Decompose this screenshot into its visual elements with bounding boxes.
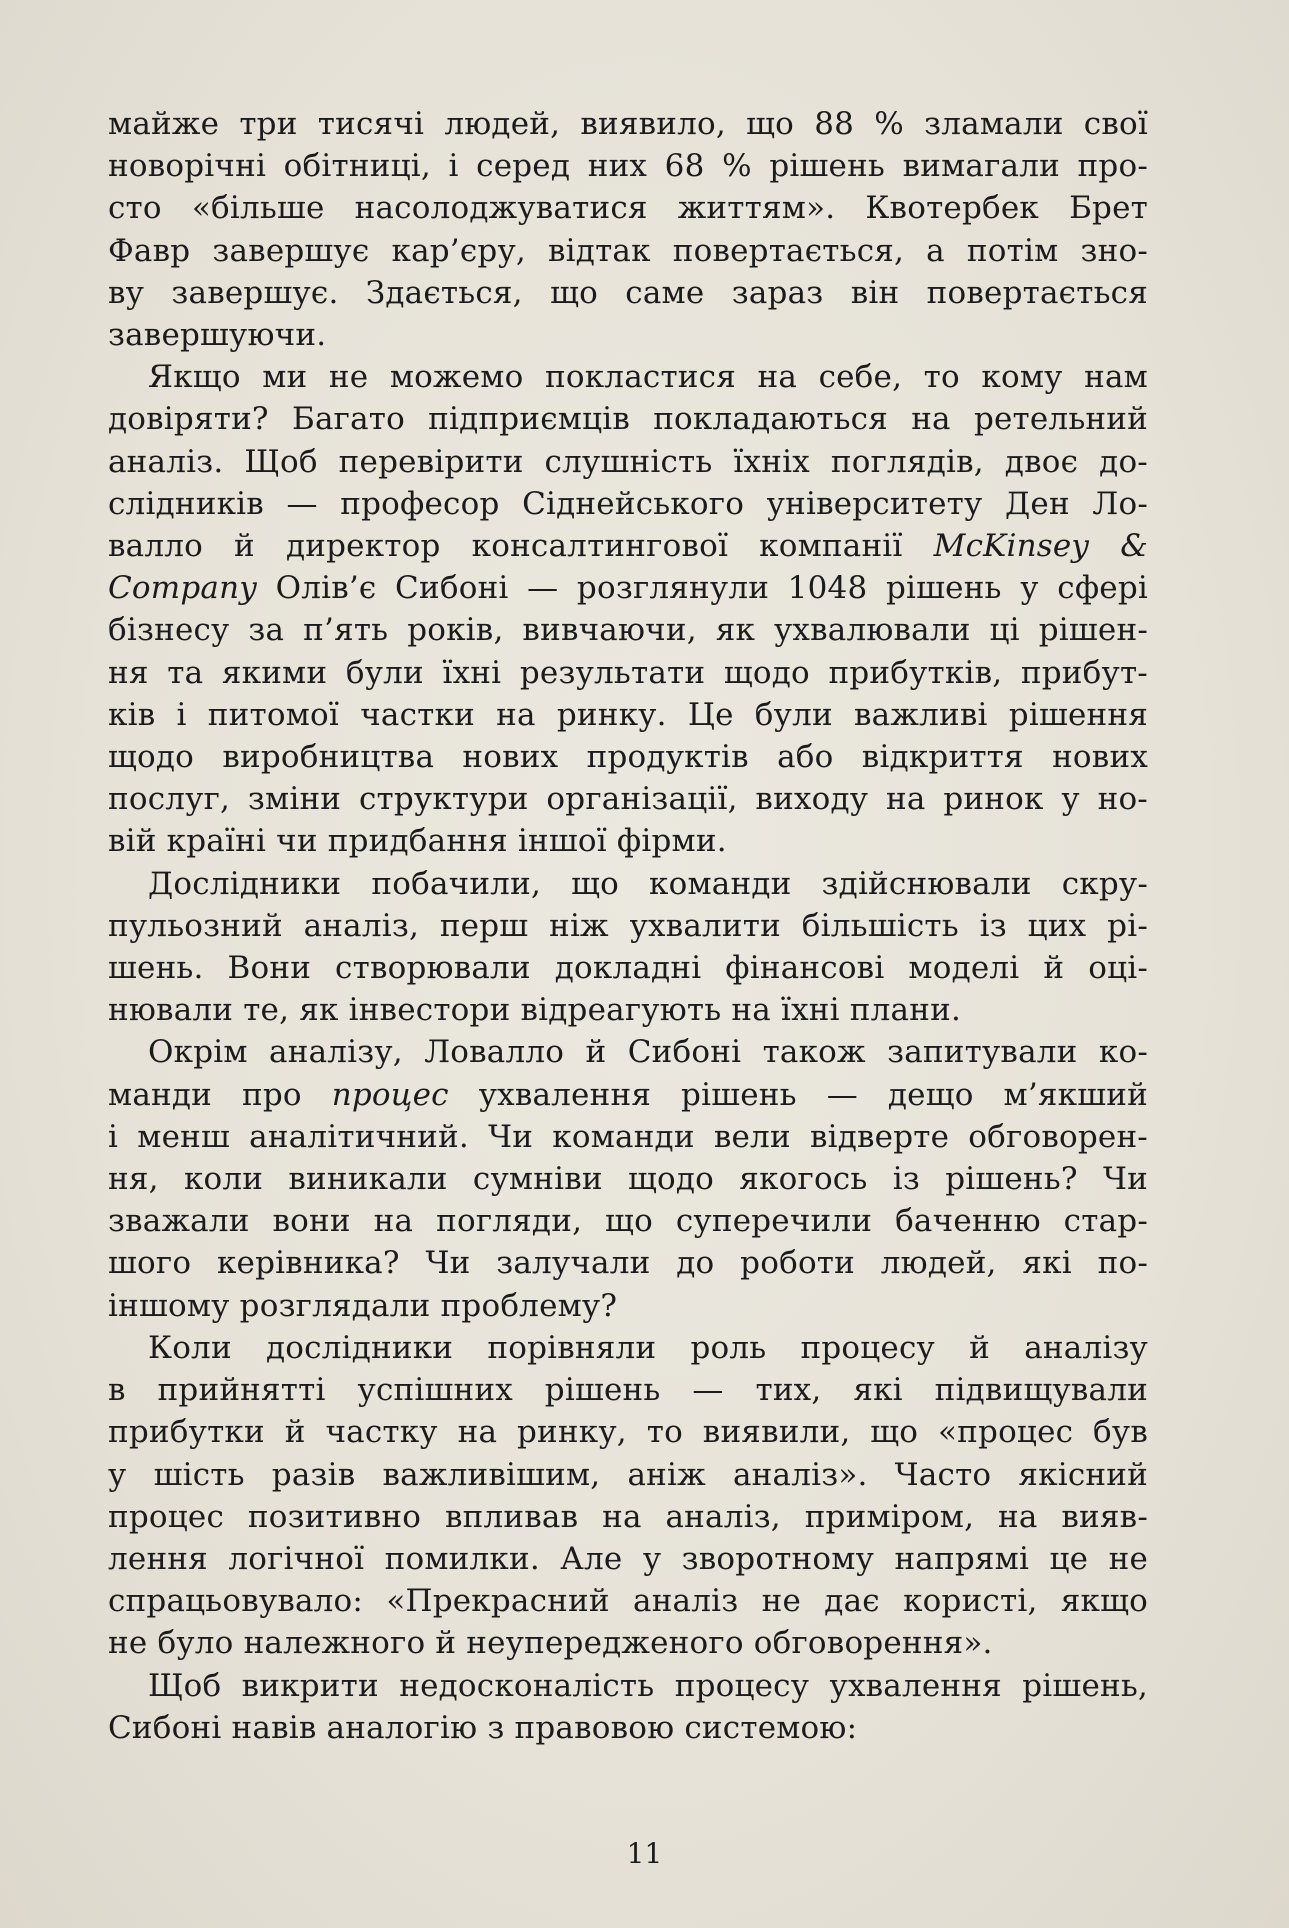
text-line: ня та якими були їхні результати щодо прибутків, прибут- bbox=[108, 654, 1148, 691]
text-line: прибутки й частку на ринку, то виявили, що «процес був bbox=[108, 1414, 1148, 1451]
paragraph-5 bbox=[108, 1327, 1148, 1665]
text-line: слідників — професор Сіднейського університету Ден Ло- bbox=[108, 485, 1148, 522]
italic-term: Company bbox=[108, 570, 257, 607]
text-line: Щоб викрити недосконалість процесу ухвалення рішень, bbox=[148, 1667, 1148, 1704]
text-line: аналіз. Щоб перевірити слушність їхніх поглядів, двоє до- bbox=[108, 443, 1148, 480]
text-line: в прийнятті успішних рішень — тих, які підвищували bbox=[108, 1372, 1148, 1409]
italic-term: McKinsey & bbox=[933, 528, 1149, 565]
text-line: шого керівника? Чи залучали до роботи людей, які по- bbox=[108, 1245, 1148, 1282]
text-line: майже три тисячі людей, виявило, що 88 % зламали свої bbox=[108, 106, 1148, 142]
page-number: 11 bbox=[626, 1837, 663, 1870]
text-line-with-italic: валло й директор консалтингової компанії McKinsey & bbox=[108, 528, 1149, 565]
text-line: сто «більше насолоджуватися життям». Квотербек Брет bbox=[108, 190, 1148, 227]
text-line: іншому розглядали проблему? bbox=[108, 1287, 618, 1324]
text-line: і менш аналітичний. Чи команди вели відверте обговорен- bbox=[108, 1118, 1148, 1155]
body-text bbox=[108, 103, 1148, 1749]
text-line: спрацьовувало: «Прекрасний аналіз не дає користі, якщо bbox=[108, 1583, 1148, 1620]
paragraph-3 bbox=[108, 863, 1148, 1032]
text-line: ву завершує. Здається, що саме зараз він повертається bbox=[108, 274, 1148, 311]
paragraph-6 bbox=[108, 1665, 1148, 1749]
text-line: завершуючи. bbox=[108, 317, 327, 354]
text-line-with-italic: Company Олів’є Сибоні — розглянули 1048 рішень у сфері bbox=[108, 570, 1148, 607]
text-line: зважали вони на погляди, що суперечили баченню стар- bbox=[108, 1203, 1148, 1240]
text-line: лення логічної помилки. Але у зворотному напрямі це не bbox=[108, 1540, 1148, 1577]
text-line: ків і питомої частки на ринку. Це були важливі рішення bbox=[108, 696, 1148, 733]
text-line: послуг, зміни структури організації, виходу на ринок у но- bbox=[108, 781, 1148, 818]
text-line: у шість разів важливішим, аніж аналіз». Часто якісний bbox=[108, 1456, 1148, 1493]
text-line: Фавр завершує кар’єру, відтак повертається, а потім зно- bbox=[108, 232, 1148, 269]
text-line: новорічні обітниці, і серед них 68 % рішень вимагали про- bbox=[108, 148, 1148, 185]
text-line: Дослідники побачили, що команди здійснювали скру- bbox=[148, 865, 1148, 902]
text-line: вій країні чи придбання іншої фірми. bbox=[108, 823, 727, 860]
paragraph-4 bbox=[108, 1031, 1148, 1326]
text-line: Окрім аналізу, Ловалло й Сибоні також запитували ко- bbox=[148, 1034, 1148, 1071]
text-line: бізнесу за п’ять років, вивчаючи, як ухвалювали ці рішен- bbox=[108, 612, 1148, 649]
text-line: довіряти? Багато підприємців покладаються на ретельний bbox=[108, 401, 1148, 438]
text-line: нювали те, як інвестори відреагують на їхні плани. bbox=[108, 992, 962, 1029]
italic-term: процес bbox=[331, 1076, 449, 1113]
text-line: Якщо ми не можемо покластися на себе, то кому нам bbox=[148, 359, 1148, 396]
paragraph-1 bbox=[108, 103, 1148, 356]
text-line: не було належного й неупередженого обговорення». bbox=[108, 1625, 993, 1662]
text-line: щодо виробництва нових продуктів або відкриття нових bbox=[108, 739, 1148, 776]
text-line-with-italic: манди про процес ухвалення рішень — дещо м’якший bbox=[108, 1076, 1148, 1113]
text-line: пульозний аналіз, перш ніж ухвалити більшість із цих рі- bbox=[108, 907, 1148, 944]
text-line: Сибоні навів аналогію з правовою системою: bbox=[108, 1709, 858, 1746]
paragraph-2 bbox=[108, 356, 1148, 862]
text-line: Коли дослідники порівняли роль процесу й аналізу bbox=[148, 1329, 1148, 1366]
text-line: процес позитивно впливав на аналіз, приміром, на вияв- bbox=[108, 1498, 1148, 1535]
text-line: шень. Вони створювали докладні фінансові моделі й оці- bbox=[108, 950, 1148, 987]
text-line: ня, коли виникали сумніви щодо якогось із рішень? Чи bbox=[108, 1161, 1148, 1198]
